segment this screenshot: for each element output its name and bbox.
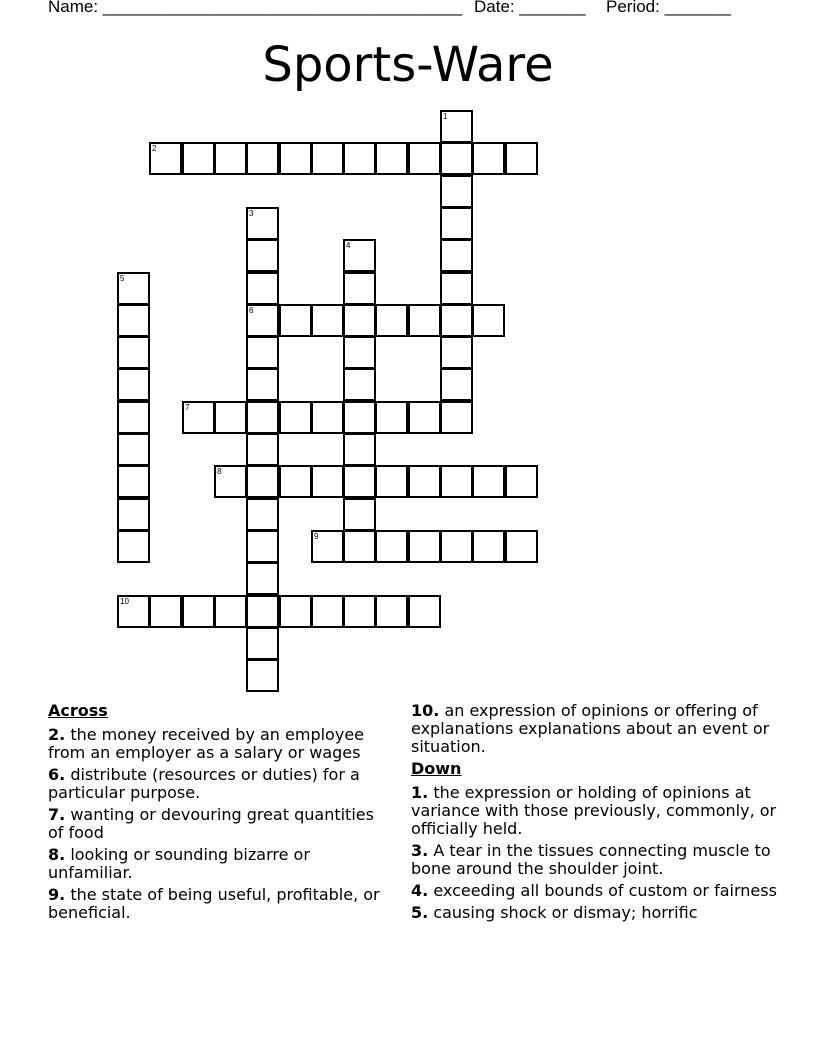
date-field[interactable]: Date: _______ — [474, 0, 586, 16]
grid-cell[interactable] — [408, 142, 441, 175]
grid-cell[interactable] — [343, 239, 376, 272]
grid-cell[interactable] — [505, 465, 538, 498]
period-field[interactable]: Period: _______ — [606, 0, 731, 16]
grid-cell[interactable] — [279, 401, 312, 434]
clues-right-column — [411, 702, 781, 926]
clue-number: 8. — [48, 845, 66, 864]
grid-cell[interactable] — [246, 562, 279, 595]
grid-cell[interactable] — [117, 336, 150, 369]
clue-number-label: 2 — [152, 144, 157, 153]
grid-cell[interactable] — [182, 142, 215, 175]
grid-cell[interactable] — [117, 368, 150, 401]
grid-cell[interactable] — [214, 595, 247, 628]
grid-cell[interactable] — [440, 272, 473, 305]
clue-number: 2. — [48, 725, 66, 744]
grid-cell[interactable] — [343, 304, 376, 337]
grid-cell[interactable] — [246, 530, 279, 563]
clue-number-label: 10 — [120, 597, 129, 606]
grid-cell[interactable] — [440, 401, 473, 434]
clue-text: exceeding all bounds of custom or fairness — [433, 881, 777, 900]
grid-cell[interactable] — [375, 304, 408, 337]
grid-cell[interactable] — [246, 142, 279, 175]
grid-cell[interactable] — [279, 465, 312, 498]
clue-number-label: 4 — [346, 241, 351, 250]
grid-cell[interactable] — [343, 530, 376, 563]
grid-cell[interactable] — [343, 368, 376, 401]
grid-cell[interactable] — [246, 659, 279, 692]
grid-cell[interactable] — [472, 465, 505, 498]
grid-cell[interactable] — [117, 272, 150, 305]
grid-cell[interactable] — [408, 304, 441, 337]
grid-cell[interactable] — [440, 207, 473, 240]
grid-cell[interactable] — [440, 304, 473, 337]
clue-across-9 — [48, 886, 388, 922]
grid-cell[interactable] — [279, 595, 312, 628]
grid-cell[interactable] — [375, 530, 408, 563]
grid-cell[interactable] — [343, 272, 376, 305]
clue-number: 4. — [411, 881, 429, 900]
clue-across-8 — [48, 846, 388, 882]
clue-text: the expression or holding of opinions at variance with those previously, commonly, or officially held. — [411, 783, 777, 838]
clue-number: 3. — [411, 841, 429, 860]
clue-across-7 — [48, 806, 388, 842]
grid-cell[interactable] — [214, 142, 247, 175]
grid-cell[interactable] — [408, 595, 441, 628]
clue-text: A tear in the tissues connecting muscle to bone around the shoulder joint. — [411, 841, 771, 878]
grid-cell[interactable] — [246, 207, 279, 240]
grid-cell[interactable] — [440, 530, 473, 563]
grid-cell[interactable] — [440, 110, 473, 143]
grid-cell[interactable] — [246, 595, 279, 628]
clue-number-label: 9 — [314, 532, 319, 541]
grid-cell[interactable] — [343, 336, 376, 369]
clue-number-label: 6 — [249, 306, 254, 315]
grid-cell[interactable] — [246, 272, 279, 305]
clue-number: 10. — [411, 701, 440, 720]
grid-cell[interactable] — [343, 595, 376, 628]
grid-cell[interactable] — [117, 304, 150, 337]
grid-cell[interactable] — [343, 465, 376, 498]
grid-cell[interactable] — [311, 595, 344, 628]
grid-cell[interactable] — [246, 627, 279, 660]
grid-cell[interactable] — [408, 530, 441, 563]
clue-across-6 — [48, 766, 388, 802]
clue-number: 7. — [48, 805, 66, 824]
clue-number: 5. — [411, 903, 429, 922]
grid-cell[interactable] — [117, 498, 150, 531]
grid-cell[interactable] — [440, 465, 473, 498]
grid-cell[interactable] — [440, 239, 473, 272]
grid-cell[interactable] — [311, 304, 344, 337]
clue-number-label: 8 — [217, 467, 222, 476]
grid-cell[interactable] — [149, 142, 182, 175]
grid-cell[interactable] — [246, 498, 279, 531]
grid-cell[interactable] — [375, 142, 408, 175]
grid-cell[interactable] — [311, 465, 344, 498]
grid-cell[interactable] — [246, 465, 279, 498]
grid-cell[interactable] — [149, 595, 182, 628]
grid-cell[interactable] — [505, 142, 538, 175]
grid-cell[interactable] — [343, 433, 376, 466]
clue-number-label: 1 — [443, 112, 448, 121]
grid-cell[interactable] — [214, 465, 247, 498]
clue-down-1 — [411, 784, 781, 838]
clue-number-label: 3 — [249, 209, 254, 218]
grid-cell[interactable] — [375, 595, 408, 628]
clue-number: 1. — [411, 783, 429, 802]
clue-number: 9. — [48, 885, 66, 904]
grid-cell[interactable] — [505, 530, 538, 563]
grid-cell[interactable] — [343, 142, 376, 175]
across-heading: Across — [48, 701, 108, 720]
grid-cell[interactable] — [440, 175, 473, 208]
grid-cell[interactable] — [246, 239, 279, 272]
grid-cell[interactable] — [472, 142, 505, 175]
grid-cell[interactable] — [246, 304, 279, 337]
clue-down-5 — [411, 904, 781, 922]
grid-cell[interactable] — [472, 530, 505, 563]
grid-cell[interactable] — [117, 401, 150, 434]
clues-left-column — [48, 702, 388, 926]
grid-cell[interactable] — [440, 336, 473, 369]
grid-cell[interactable] — [117, 433, 150, 466]
clue-down-3 — [411, 842, 781, 878]
grid-cell[interactable] — [408, 465, 441, 498]
clue-number-label: 5 — [120, 274, 125, 283]
grid-cell[interactable] — [311, 142, 344, 175]
grid-cell[interactable] — [279, 304, 312, 337]
grid-cell[interactable] — [214, 401, 247, 434]
clue-text: wanting or devouring great quantities of food — [48, 805, 374, 842]
grid-cell[interactable] — [375, 401, 408, 434]
grid-cell[interactable] — [279, 142, 312, 175]
clue-text: the money received by an employee from an employer as a salary or wages — [48, 725, 364, 762]
clue-text: looking or sounding bizarre or unfamiliar. — [48, 845, 310, 882]
grid-cell[interactable] — [343, 498, 376, 531]
grid-cell[interactable] — [117, 465, 150, 498]
down-heading: Down — [411, 759, 462, 778]
clue-text: causing shock or dismay; horrific — [433, 903, 698, 922]
grid-cell[interactable] — [408, 401, 441, 434]
clue-number-label: 7 — [185, 403, 190, 412]
grid-cell[interactable] — [311, 530, 344, 563]
grid-cell[interactable] — [311, 401, 344, 434]
grid-cell[interactable] — [246, 401, 279, 434]
grid-cell[interactable] — [182, 595, 215, 628]
grid-cell[interactable] — [472, 304, 505, 337]
clue-text: distribute (resources or duties) for a particular purpose. — [48, 765, 360, 802]
clue-text: the state of being useful, profitable, or beneficial. — [48, 885, 380, 922]
clue-across-2 — [48, 726, 388, 762]
grid-cell[interactable] — [117, 530, 150, 563]
grid-cell[interactable] — [440, 142, 473, 175]
grid-cell[interactable] — [343, 401, 376, 434]
grid-cell[interactable] — [246, 368, 279, 401]
grid-cell[interactable] — [182, 401, 215, 434]
grid-cell[interactable] — [246, 336, 279, 369]
name-field[interactable]: Name: ______________________________________ — [48, 0, 463, 16]
clue-number: 6. — [48, 765, 66, 784]
grid-cell[interactable] — [117, 595, 150, 628]
clue-across-10 — [411, 702, 781, 756]
clue-text: an expression of opinions or offering of explanations explanations about an event or situation. — [411, 701, 770, 756]
grid-cell[interactable] — [375, 465, 408, 498]
puzzle-title: Sports-Ware — [262, 37, 554, 93]
grid-cell[interactable] — [440, 368, 473, 401]
clue-down-4 — [411, 882, 781, 900]
grid-cell[interactable] — [246, 433, 279, 466]
